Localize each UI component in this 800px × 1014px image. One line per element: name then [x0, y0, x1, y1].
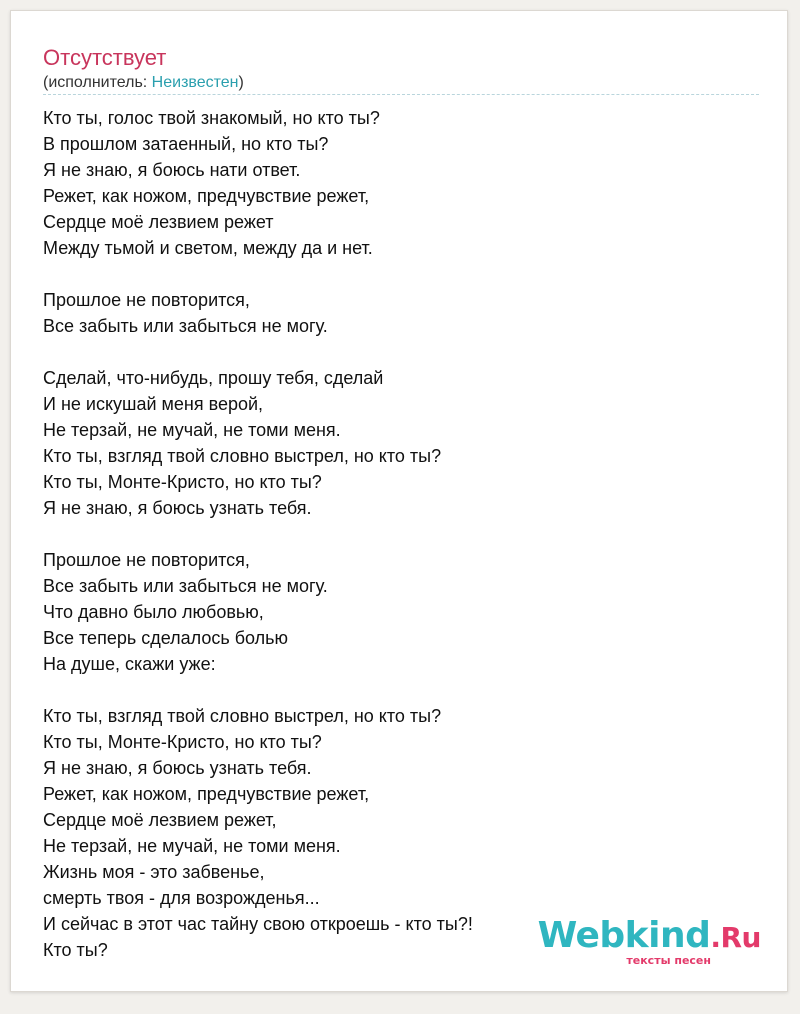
lyric-line: Прошлое не повторится, [43, 550, 250, 570]
lyric-line: Все забыть или забыться не могу. [43, 316, 328, 336]
lyric-line: Прошлое не повторится, [43, 290, 250, 310]
dashed-divider [43, 94, 759, 95]
artist-link[interactable]: Неизвестен [151, 74, 239, 91]
lyric-line: Кто ты, взгляд твой словно выстрел, но кто ты? [43, 446, 442, 466]
logo-tagline: тексты песен [626, 954, 711, 967]
lyric-line: Не терзай, не мучай, не томи меня. [43, 836, 341, 856]
stanza-break [43, 521, 759, 547]
lyric-line: Кто ты, голос твой знакомый, но кто ты? [43, 108, 380, 128]
artist-suffix: ) [238, 74, 244, 91]
lyric-line: Я не знаю, я боюсь узнать тебя. [43, 758, 312, 778]
lyric-line: Между тьмой и светом, между да и нет. [43, 238, 373, 258]
stanza-break [43, 339, 759, 365]
artist-prefix: (исполнитель: [43, 74, 152, 91]
page-card [10, 10, 788, 992]
logo-name: Webkind [537, 915, 711, 956]
lyric-line: И не искушай меня верой, [43, 394, 264, 414]
lyric-line: В прошлом затаенный, но кто ты? [43, 134, 329, 154]
lyric-line: Не терзай, не мучай, не томи меня. [43, 420, 341, 440]
lyric-line: Кто ты, взгляд твой словно выстрел, но кто ты? [43, 706, 442, 726]
logo-wordmark [538, 916, 761, 958]
lyric-line: Режет, как ножом, предчувствие режет, [43, 186, 370, 206]
lyric-line: И сейчас в этот час тайну свою откроешь - кто ты?! [43, 914, 473, 934]
lyric-line: Режет, как ножом, предчувствие режет, [43, 784, 370, 804]
lyric-line: Кто ты? [43, 940, 108, 960]
lyric-line: Кто ты, Монте-Кристо, но кто ты? [43, 472, 322, 492]
lyric-line: Сердце моё лезвием режет, [43, 810, 277, 830]
lyric-line: Я не знаю, я боюсь нати ответ. [43, 160, 301, 180]
site-logo[interactable] [538, 916, 761, 967]
lyric-line: Все забыть или забыться не могу. [43, 576, 328, 596]
lyric-line: На душе, скажи уже: [43, 654, 216, 674]
logo-tld: .Ru [710, 921, 761, 954]
lyric-line: Я не знаю, я боюсь узнать тебя. [43, 498, 312, 518]
lyric-line: Что давно было любовью, [43, 602, 264, 622]
lyrics-block [43, 105, 759, 963]
lyric-line: Кто ты, Монте-Кристо, но кто ты? [43, 732, 322, 752]
lyric-line: Все теперь сделалось болью [43, 628, 289, 648]
lyric-line: Жизнь моя - это забвенье, [43, 862, 265, 882]
song-title: Отсутствует [43, 45, 167, 70]
stanza-break [43, 677, 759, 703]
artist-line [43, 73, 244, 93]
lyric-line: смерть твоя - для возрожденья... [43, 888, 320, 908]
lyric-line: Сердце моё лезвием режет [43, 212, 274, 232]
lyric-line: Сделай, что-нибудь, прошу тебя, сделай [43, 368, 384, 388]
stanza-break [43, 261, 759, 287]
